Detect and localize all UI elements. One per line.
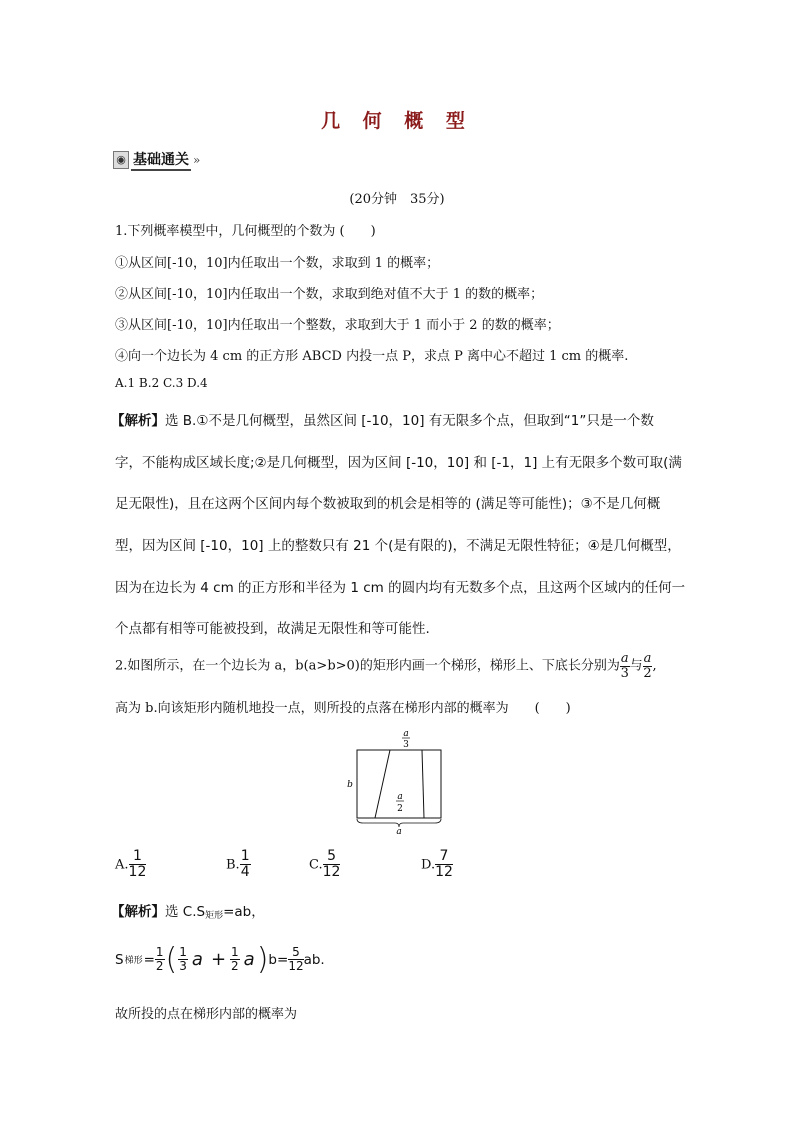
q2-stem-text: 2.如图所示，在一个边长为 a，b(a>b>0)的矩形内画一个梯形，梯形上、下底长分别为 bbox=[115, 658, 620, 674]
q1-solution-line-5: 因为在边长为 4 cm 的正方形和半径为 1 cm 的圆内均有无数多个点，且这两个区域内的任何一 bbox=[115, 580, 686, 596]
left-paren: ( bbox=[165, 942, 178, 977]
mid-label-numerator: a bbox=[397, 792, 403, 802]
trapezoid-figure bbox=[345, 726, 445, 836]
q1-item-4: ④向一个边长为 4 cm 的正方形 ABCD 内投一点 P，求点 P 离中心不超过 1 cm 的概率. bbox=[115, 349, 629, 364]
section-label: 基础通关 bbox=[131, 149, 191, 171]
q1-solution-line-6: 个点都有相等可能被投到，故满足无限性和等可能性. bbox=[115, 621, 430, 637]
bottom-brace bbox=[357, 819, 441, 827]
q1-solution-line-2: 字，不能构成区域长度;②是几何概型，因为区间 [-10，10] 和 [-1，1] 上有无限多个数可取(满 bbox=[115, 455, 682, 471]
q1-options: A.1 B.2 C.3 D.4 bbox=[115, 376, 208, 390]
q1-item-3: ③从区间[-10，10]内任取出一个整数，求取到大于 1 而小于 2 的数的概率； bbox=[115, 318, 560, 333]
q2-solution-line-2: S 梯形 = $\frac{1}{2}$ ( 1 3 a + $\frac{1}{2}$ a ) b= $\frac{5}{12}$ ab. bbox=[115, 942, 325, 977]
q2-stem-line-2: 高为 b.向该矩形内随机地投一点，则所投的点落在梯形内部的概率为 ( ) bbox=[115, 701, 571, 716]
q2-option-c: C. $\frac{5}{12}$ bbox=[309, 848, 341, 881]
fraction-one-half: $\frac{1}{2}$ bbox=[155, 944, 164, 973]
left-label: b bbox=[347, 780, 353, 790]
solution-tag: 【解析】 bbox=[111, 413, 165, 429]
q2-solution-line-3: 故所投的点在梯形内部的概率为 bbox=[115, 1007, 298, 1022]
q1-item-2: ②从区间[-10，10]内任取出一个数，求取到绝对值不大于 1 的数的概率； bbox=[115, 287, 544, 302]
q1-item-1: ①从区间[-10，10]内任取出一个数，求取到 1 的概率； bbox=[115, 256, 440, 271]
q2-solution-line-1: 【解析】选 $C.S_{矩形}=ab$， bbox=[111, 904, 265, 921]
q2-option-b: B. $\frac{1}{4}$ bbox=[226, 848, 250, 881]
fraction-a-over-3: $\frac{a}{3}$ bbox=[620, 651, 629, 681]
mid-label-denominator: 2 bbox=[397, 804, 403, 814]
q1-stem: 1.下列概率模型中，几何概型的个数为 ( ) bbox=[115, 224, 376, 239]
fraction-one-third: 1 3 bbox=[179, 944, 187, 973]
right-paren: ) bbox=[256, 942, 269, 977]
page-title: 几 何 概 型 bbox=[321, 110, 473, 132]
solution-tag: 【解析】 bbox=[111, 904, 165, 920]
fraction-a-over-2: $\frac{a}{2}$ bbox=[643, 651, 652, 681]
fraction-one-half-2: $\frac{1}{2}$ bbox=[231, 944, 239, 973]
q2-stem-and: 与 bbox=[629, 658, 643, 674]
trapezoid-left-leg bbox=[375, 750, 390, 818]
bottom-label: a bbox=[396, 827, 402, 836]
lightbulb-icon: ◉ bbox=[113, 151, 129, 169]
section-header bbox=[113, 150, 200, 170]
q1-solution-line-1 bbox=[111, 409, 654, 429]
q2-stem-line-1: 2.如图所示，在一个边长为 a，b(a>b>0)的矩形内画一个梯形，梯形上、下底长分别为 $\frac{a}{3}$ 与 $\frac{a}{2}$ , bbox=[115, 651, 657, 681]
fraction-five-twelfths: $\frac{5}{12}$ bbox=[288, 944, 304, 973]
q2-option-d: D. $\frac{7}{12}$ bbox=[421, 848, 453, 881]
q1-solution-text-1: 选 B.①不是几何概型，虽然区间 [-10，10] 有无限多个点，但取到“1”只是一个数 bbox=[165, 413, 654, 429]
q2-option-a: A. $\frac{1}{12}$ bbox=[115, 848, 147, 881]
top-label-denominator: 3 bbox=[403, 740, 409, 750]
q1-solution-line-4: 型，因为区间 [-10，10] 上的整数只有 21 个(是有限的)，不满足无限性特征；④是几何概型， bbox=[115, 538, 681, 554]
trapezoid-right-leg bbox=[422, 750, 424, 818]
q1-solution-line-3: 足无限性)，且在这两个区间内每个数被取到的机会是相等的 (满足等可能性)；③不是几何概 bbox=[115, 496, 661, 512]
top-label-numerator: a bbox=[403, 729, 409, 739]
chevron-right-icon: » bbox=[193, 153, 201, 167]
time-note: (20分钟 35分) bbox=[349, 192, 445, 207]
